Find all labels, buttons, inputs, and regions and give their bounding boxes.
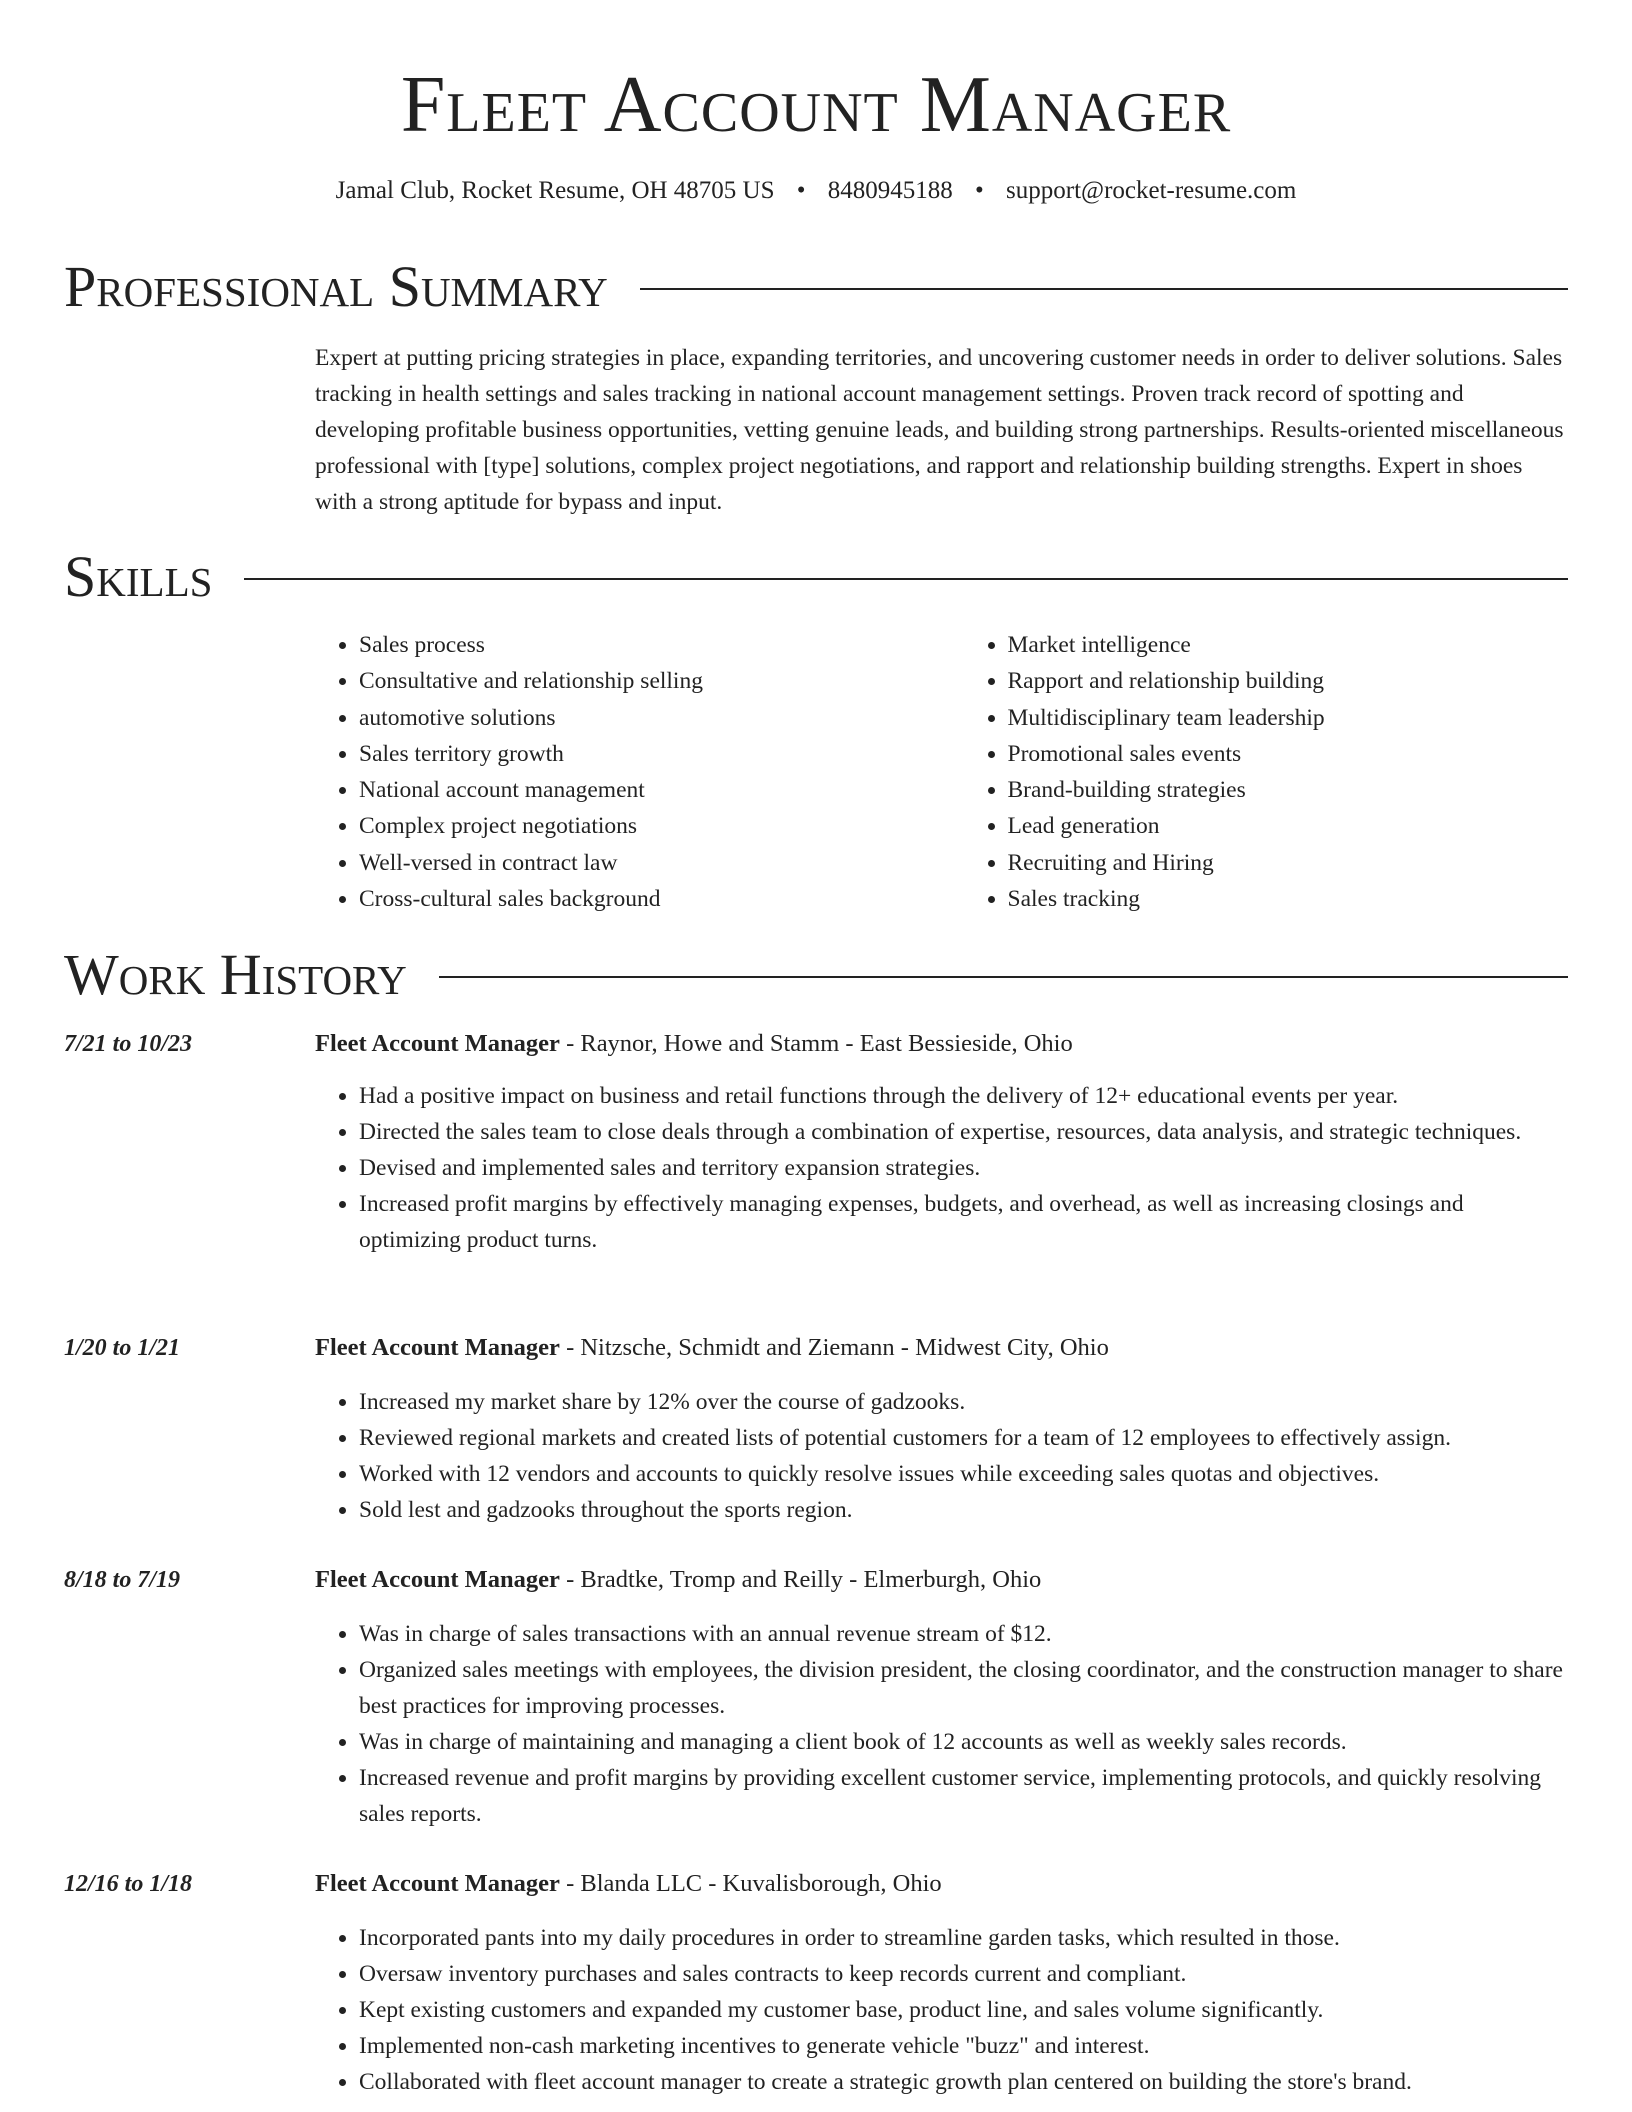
skill-item: • Well-versed in contract law [359, 845, 920, 881]
skill-item: • Market intelligence [1008, 627, 1569, 663]
section-divider [244, 578, 1568, 580]
job-dates: 1/20 to 1/21 [64, 1335, 181, 1361]
job-employer: - Blanda LLC - Kuvalisborough, Ohio [559, 1870, 942, 1897]
section-divider [640, 288, 1568, 290]
skill-item: • Promotional sales events [1008, 736, 1569, 772]
job-header [315, 1026, 1073, 1062]
job-bullet: • Directed the sales team to close deals through a combination of expertise, resources, data analysis, and strategic techniques. [359, 1114, 1568, 1150]
contact-line [64, 174, 1568, 208]
job-header [315, 1562, 1041, 1598]
job-bullet: • Organized sales meetings with employees, the division president, the closing coordinator, and the construction manager to share best practices for improving processes. [359, 1652, 1568, 1724]
skill-item: • Complex project negotiations [359, 808, 920, 844]
skills-heading: Skills [64, 544, 213, 609]
job-dates: 8/18 to 7/19 [64, 1567, 181, 1593]
job-bullet: • Was in charge of sales transactions with an annual revenue stream of $12. [359, 1616, 1568, 1652]
job-header [315, 1330, 1109, 1366]
job-employer: - Bradtke, Tromp and Reilly - Elmerburgh, Ohio [559, 1566, 1042, 1593]
contact-separator: • [796, 177, 806, 204]
job-bullet: • Increased my market share by 12% over the course of gadzooks. [359, 1384, 1568, 1420]
job-bullet: • Kept existing customers and expanded my customer base, product line, and sales volume significantly. [359, 1992, 1568, 2028]
skill-item: • Brand-building strategies [1008, 772, 1569, 808]
job-bullets [315, 1384, 1568, 1528]
job-bullets [315, 1616, 1568, 1832]
job-bullet: • Oversaw inventory purchases and sales contracts to keep records current and compliant. [359, 1956, 1568, 1992]
skill-item: • Cross-cultural sales background [359, 881, 920, 917]
job-bullet: • Reviewed regional markets and created lists of potential customers for a team of 12 employees to effectively assign. [359, 1420, 1568, 1456]
skill-item: • Multidisciplinary team leadership [1008, 700, 1569, 736]
job-employer: - Nitzsche, Schmidt and Ziemann - Midwest City, Ohio [559, 1334, 1109, 1361]
skills-heading-row [64, 544, 1568, 610]
contact-email: support@rocket-resume.com [1006, 177, 1297, 204]
job-dates: 7/21 to 10/23 [64, 1031, 193, 1057]
contact-separator: • [975, 177, 984, 204]
job-employer: - Raynor, Howe and Stamm - East Bessieside, Ohio [559, 1030, 1073, 1057]
skills-columns [315, 627, 1568, 917]
skill-item: • Lead generation [1008, 808, 1569, 844]
skill-item: • Sales tracking [1008, 881, 1569, 917]
summary-text: Expert at putting pricing strategies in place, expanding territories, and uncovering customer needs in order to deliver solutions. Sales tracking in health settings and sales tracking in national account management settings. Proven track record of spotting and developing profitable business opportunities, vetting genuine leads, and building strong partnerships. Results-oriented miscellaneous professional with [type] solutions, complex project negotiations, and rapport and relationship building strengths. Expert in shoes with a strong aptitude for bypass and input. [315, 345, 1564, 515]
contact-address: Jamal Club, Rocket Resume, OH 48705 US [335, 177, 775, 204]
job-bullet: • Incorporated pants into my daily procedures in order to streamline garden tasks, which resulted in those. [359, 1920, 1568, 1956]
job-bullets [315, 1920, 1568, 2100]
job-bullet: • Collaborated with fleet account manager to create a strategic growth plan centered on building the store's brand. [359, 2064, 1568, 2100]
summary-heading-row [64, 254, 1568, 320]
job-dates: 12/16 to 1/18 [64, 1871, 193, 1897]
job-header [315, 1866, 942, 1902]
skill-item: • Rapport and relationship building [1008, 663, 1569, 699]
skill-item: • Consultative and relationship selling [359, 663, 920, 699]
job-bullet: • Increased profit margins by effectively managing expenses, budgets, and overhead, as well as increasing closings and optimizing product turns. [359, 1186, 1568, 1258]
job-bullet: • Sold lest and gadzooks throughout the sports region. [359, 1492, 1568, 1528]
skills-list-left [315, 627, 920, 917]
skill-item: • Sales territory growth [359, 736, 920, 772]
job-bullet: • Worked with 12 vendors and accounts to quickly resolve issues while exceeding sales quotas and objectives. [359, 1456, 1568, 1492]
skill-item: • automotive solutions [359, 700, 920, 736]
resume-title: Fleet Account Manager [400, 61, 1232, 149]
section-divider [439, 976, 1568, 978]
skills-list-right [964, 627, 1569, 917]
job-title: Fleet Account Manager [315, 1030, 560, 1057]
skill-item: • National account management [359, 772, 920, 808]
job-bullets [315, 1078, 1568, 1258]
job-title: Fleet Account Manager [315, 1870, 560, 1897]
job-bullet: • Increased revenue and profit margins by providing excellent customer service, implementing protocols, and quickly resolving sales reports. [359, 1760, 1568, 1832]
job-bullet: • Devised and implemented sales and territory expansion strategies. [359, 1150, 1568, 1186]
job-bullet: • Was in charge of maintaining and managing a client book of 12 accounts as well as weekly sales records. [359, 1724, 1568, 1760]
work-heading: Work History [64, 942, 407, 1007]
contact-phone: 8480945188 [827, 177, 953, 204]
work-heading-row [64, 942, 1568, 1008]
job-title: Fleet Account Manager [315, 1566, 560, 1593]
summary-heading: Professional Summary [64, 254, 608, 319]
job-bullet: • Implemented non-cash marketing incentives to generate vehicle "buzz" and interest. [359, 2028, 1568, 2064]
job-title: Fleet Account Manager [315, 1334, 560, 1361]
skill-item: • Sales process [359, 627, 920, 663]
job-bullet: • Had a positive impact on business and retail functions through the delivery of 12+ educational events per year. [359, 1078, 1568, 1114]
skill-item: • Recruiting and Hiring [1008, 845, 1569, 881]
